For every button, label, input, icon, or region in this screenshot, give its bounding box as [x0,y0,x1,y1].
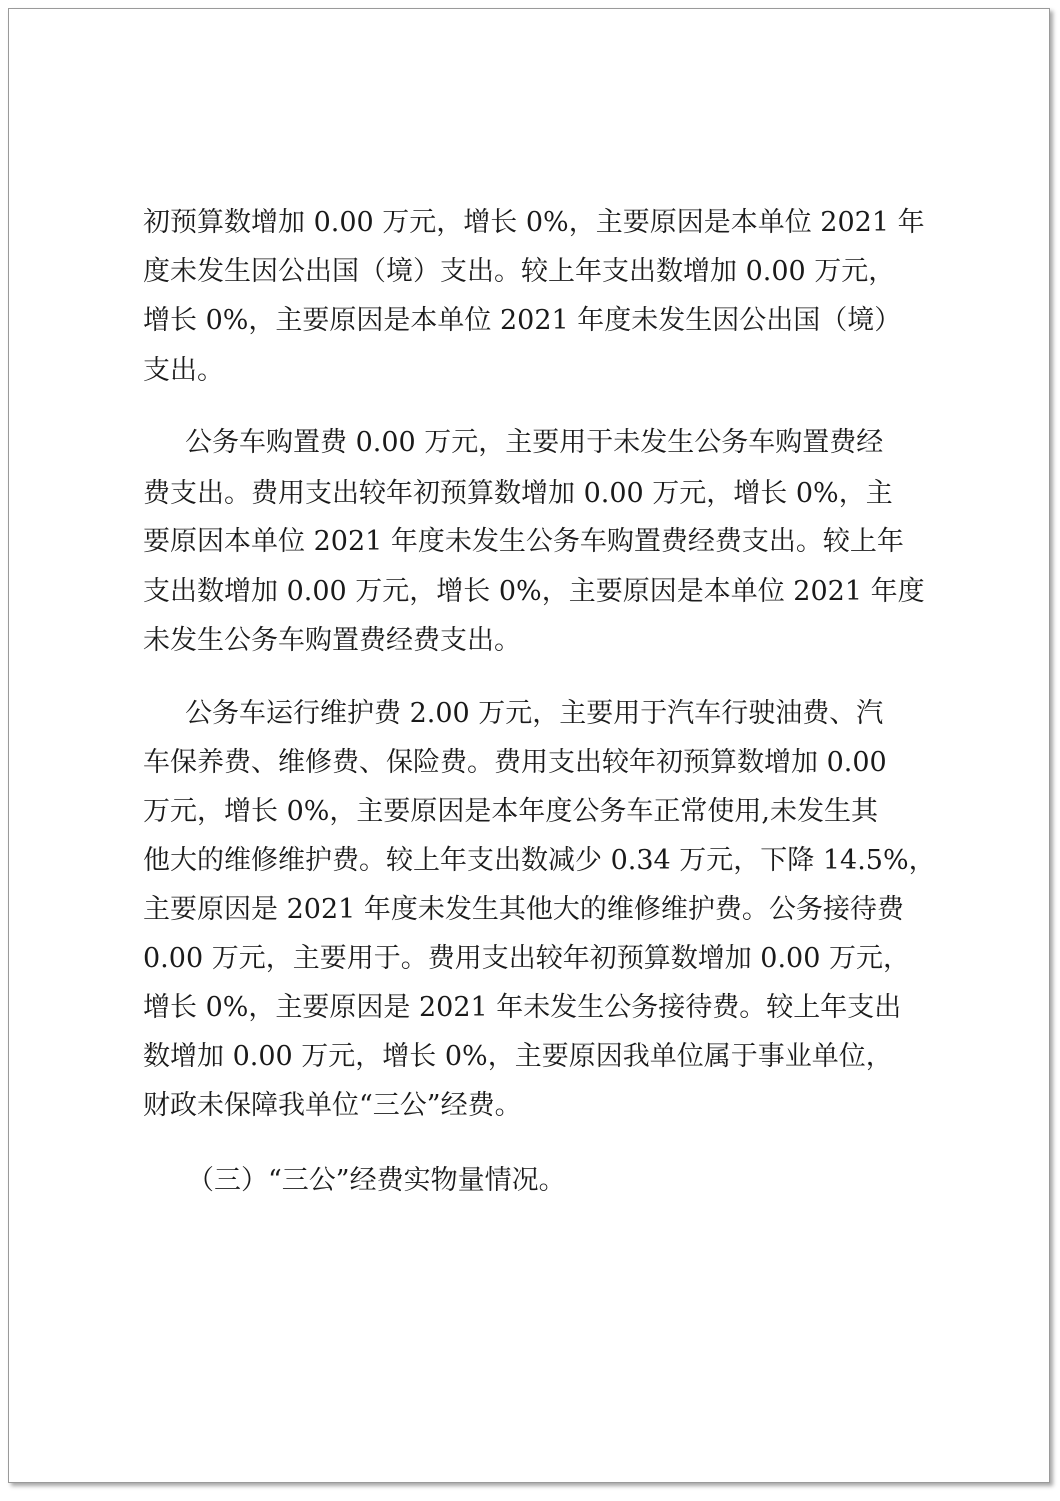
text-line: 万元，增长 0%，主要原因是本年度公务车正常使用,未发生其 [143,796,878,827]
text-line: 度未发生因公出国（境）支出。较上年支出数增加 0.00 万元， [143,256,896,287]
text-line: 公务车运行维护费 2.00 万元，主要用于汽车行驶油费、汽 [185,698,884,729]
text-line: 他大的维修维护费。较上年支出数减少 0.34 万元，下降 14.5%， [143,845,936,876]
text-line: 0.00 万元，主要用于。费用支出较年初预算数增加 0.00 万元， [143,943,910,974]
text-line: 公务车购置费 0.00 万元，主要用于未发生公务车购置费经 [185,427,884,458]
text-line: 费支出。费用支出较年初预算数增加 0.00 万元，增长 0%，主 [143,478,893,509]
text-line: 数增加 0.00 万元，增长 0%，主要原因我单位属于事业单位， [143,1041,893,1072]
text-line: 未发生公务车购置费经费支出。 [143,625,521,656]
text-line: 增长 0%，主要原因是本单位 2021 年度未发生因公出国（境） [143,305,902,336]
text-line: 财政未保障我单位“三公”经费。 [143,1090,522,1121]
text-line: 主要原因是 2021 年度未发生其他大的维修维护费。公务接待费 [143,894,904,925]
text-line: 要原因本单位 2021 年度未发生公务车购置费经费支出。较上年 [143,526,904,557]
text-line: 车保养费、维修费、保险费。费用支出较年初预算数增加 0.00 [143,747,887,778]
text-line: 增长 0%，主要原因是 2021 年未发生公务接待费。较上年支出 [143,992,902,1023]
document-page [8,8,1050,1483]
section-heading: （三）“三公”经费实物量情况。 [187,1165,566,1196]
text-line: 支出。 [143,355,224,386]
text-line: 初预算数增加 0.00 万元，增长 0%，主要原因是本单位 2021 年 [143,207,925,238]
text-line: 支出数增加 0.00 万元，增长 0%，主要原因是本单位 2021 年度 [143,576,925,607]
